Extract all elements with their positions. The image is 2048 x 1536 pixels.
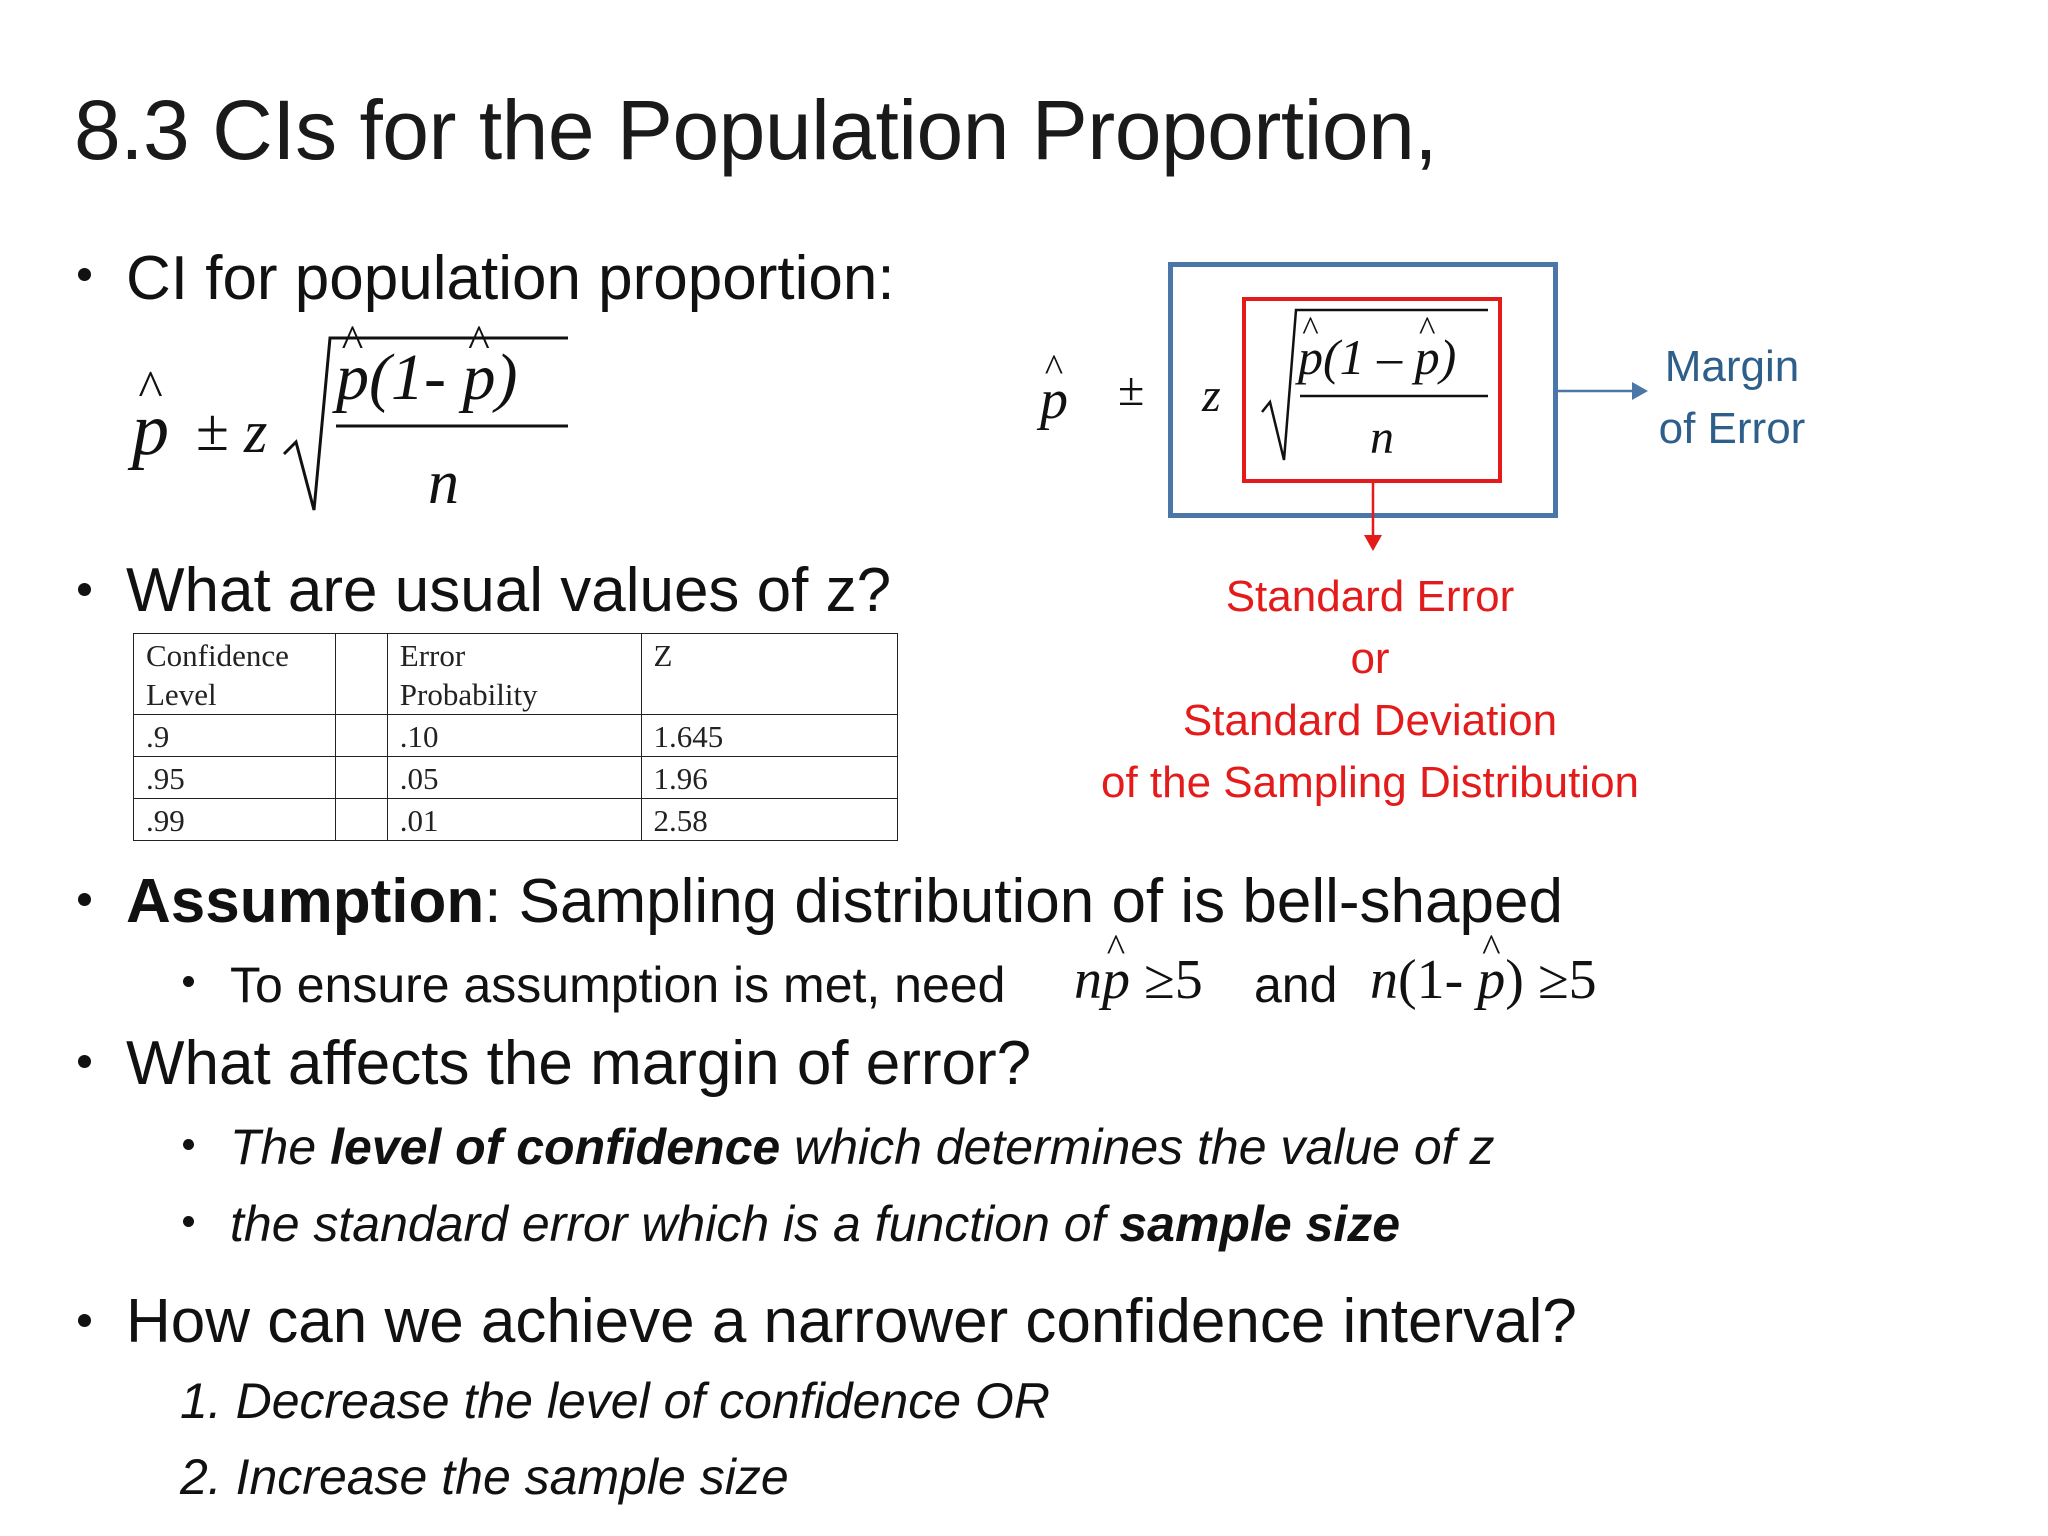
margin-of-error-label: [1632, 336, 1832, 460]
arrow-down-icon: [1358, 483, 1388, 553]
bullet-affects: What affects the margin of error?: [126, 1029, 1032, 1098]
slide-title: 8.3 CIs for the Population Proportion,: [74, 83, 1438, 177]
formula-numerator: ^ p(1- ^ p): [336, 340, 517, 416]
condition-np: n^ p ≥5: [1074, 948, 1203, 1012]
assumption-rest: : Sampling distribution of is bell-shaped: [484, 867, 1563, 936]
formula-z: z: [244, 399, 268, 465]
table-cell: [335, 757, 387, 799]
affect1-post: which determines the value of z: [780, 1119, 1495, 1175]
margin-label-line1: Margin: [1664, 342, 1800, 391]
table-cell: 2.58: [641, 799, 898, 841]
formula-denominator: n: [428, 449, 459, 517]
z-table: [133, 633, 898, 841]
condition-n1p: n(1- ^ p) ≥5: [1370, 948, 1597, 1012]
table-cell: [335, 799, 387, 841]
header-blank: [335, 634, 387, 715]
bullet-dot: [183, 1216, 194, 1227]
bullet-dot: [78, 268, 91, 281]
assumption-bold: Assumption: [126, 867, 485, 936]
bullet-dot: [78, 1055, 91, 1068]
affect1-pre: The: [230, 1119, 331, 1175]
diagram-z: z: [1202, 369, 1221, 422]
bullet-usual-z: What are usual values of z?: [126, 556, 892, 625]
se-line3: Standard Deviation: [1182, 696, 1558, 745]
bullet-ci-label: CI for population proportion:: [126, 244, 895, 313]
diagram-plus-minus: ±: [1118, 363, 1145, 416]
bullet-assumption: [126, 866, 1563, 937]
diagram-denominator: n: [1370, 411, 1394, 464]
table-row: [134, 715, 898, 757]
table-cell: .9: [134, 715, 336, 757]
affect1-bold: level of confidence: [330, 1119, 781, 1175]
bullet-dot: [78, 1314, 91, 1327]
bullet-ensure: To ensure assumption is met, need: [230, 957, 1006, 1013]
table-cell: 1.96: [641, 757, 898, 799]
table-cell: 1.645: [641, 715, 898, 757]
and-text: and: [1254, 957, 1338, 1013]
diagram-numerator: ^ p(1 – ^ p): [1298, 328, 1456, 386]
table-header-row: [134, 634, 898, 715]
bullet-dot: [78, 583, 91, 596]
diagram-p-hat: ^ p: [1040, 368, 1068, 432]
se-line2: or: [1350, 634, 1390, 683]
margin-label-line2: of Error: [1658, 404, 1806, 453]
bullet-narrower: How can we achieve a narrower confidence interval?: [126, 1287, 1577, 1356]
header-error-probability: Error Probability: [387, 634, 641, 715]
se-line1: Standard Error: [1225, 572, 1515, 621]
bullet-dot: [183, 1139, 194, 1150]
affect2-bold: sample size: [1119, 1196, 1401, 1252]
affect2-pre: the standard error which is a function of: [230, 1196, 1120, 1252]
bullet-dot: [78, 893, 91, 906]
bullet-affect-sample: [230, 1195, 1400, 1253]
table-cell: [335, 715, 387, 757]
table-row: [134, 757, 898, 799]
se-line4: of the Sampling Distribution: [1100, 758, 1640, 807]
table-cell: .95: [134, 757, 336, 799]
table-cell: .10: [387, 715, 641, 757]
table-cell: .01: [387, 799, 641, 841]
table-row: [134, 799, 898, 841]
header-confidence-level: Confidence Level: [134, 634, 336, 715]
step-1: 1. Decrease the level of confidence OR: [180, 1373, 1050, 1429]
step-2: 2. Increase the sample size: [180, 1449, 789, 1505]
standard-error-label: [1040, 566, 1700, 814]
formula-plus-minus: ±: [196, 397, 229, 463]
bullet-affect-level: [230, 1118, 1494, 1176]
header-z: Z: [641, 634, 898, 715]
bullet-dot: [183, 976, 194, 987]
formula-p-hat: ^ p: [132, 388, 169, 473]
table-cell: .05: [387, 757, 641, 799]
table-cell: .99: [134, 799, 336, 841]
